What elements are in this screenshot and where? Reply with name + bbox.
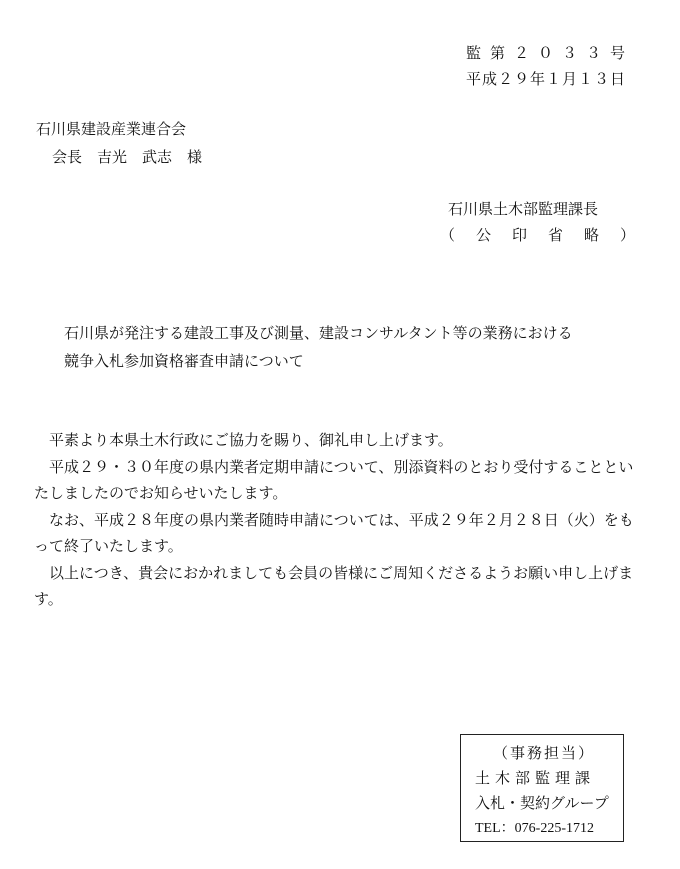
recipient-name: 会長 吉光 武志 様	[52, 148, 203, 166]
contact-section: 土木部監理課	[475, 769, 596, 787]
letter-body	[34, 427, 634, 613]
subject-line-2: 競争入札参加資格審査申請について	[64, 352, 304, 370]
body-paragraph-1: 平素より本県土木行政にご協力を賜り、御礼申し上げます。	[34, 431, 453, 449]
contact-tel: TEL：076-225-1712	[475, 821, 594, 836]
recipient-organization: 石川県建設産業連合会	[36, 120, 187, 138]
document-number: 監第２０３３号	[466, 44, 635, 62]
contact-box	[460, 734, 624, 842]
body-paragraph-4: 以上につき、貴会におかれましても会員の皆様にご周知くださるようお願い申し上げます。	[34, 563, 634, 608]
contact-heading: （事務担当）	[493, 744, 596, 762]
body-paragraph-2: 平成２９・３０年度の県内業者定期申請について、別添資料のとおり受付することといたしましたのでお知らせいたします。	[34, 457, 634, 502]
seal-omitted-note: （ 公 印 省 略 ）	[440, 226, 639, 244]
contact-group: 入札・契約グループ	[475, 794, 609, 812]
subject-line-1: 石川県が発注する建設工事及び測量、建設コンサルタント等の業務における	[64, 324, 573, 342]
document-date: 平成２９年１月１３日	[466, 70, 627, 88]
body-paragraph-3: なお、平成２８年度の県内業者随時申請については、平成２９年２月２８日（火）をもって終了いたします。	[34, 510, 634, 555]
sender-title: 石川県土木部監理課長	[448, 200, 599, 218]
